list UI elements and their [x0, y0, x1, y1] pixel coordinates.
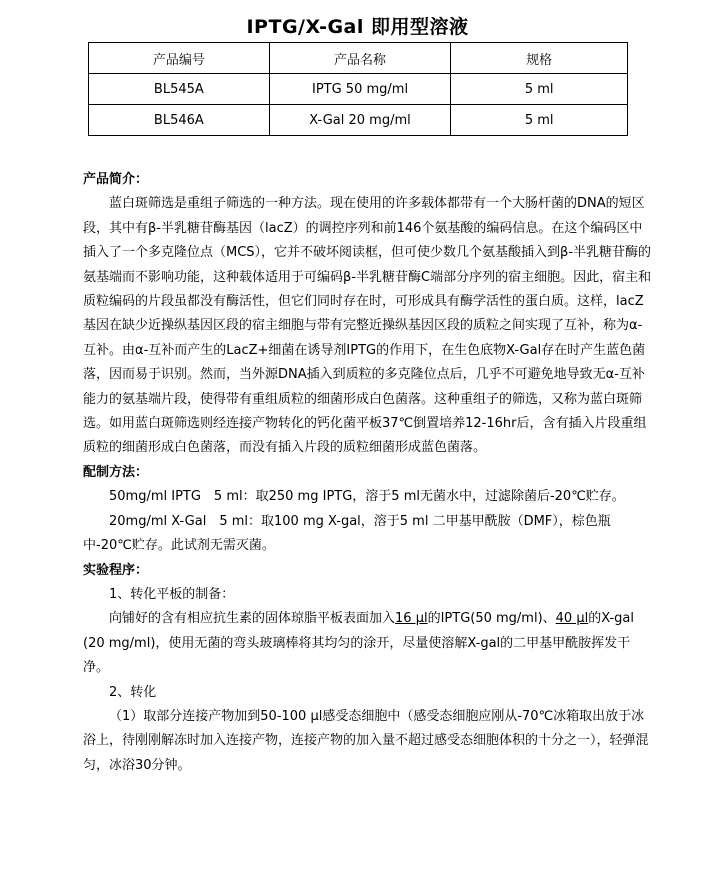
intro-paragraph: 蓝白斑筛选是重组子筛选的一种方法。现在使用的许多载体都带有一个大肠杆菌的DNA的短区段，其中有β-半乳糖苷酶基因（lacZ）的调控序列和前146个氨基酸的编码信息。在这个编码区中插入了一个多克隆位点（MCS），它并不破坏阅读框，但可使少数几个氨基酸插入到β-半乳糖苷酶的氨基端而不影响功能，这种载体适用于可编码β-半乳糖苷酶C端部分序列的宿主细胞。因此，宿主和质粒编码的片段虽都没有酶活性，但它们同时存在时，可形成具有酶学活性的蛋白质。这样，lacZ基因在缺少近操纵基因区段的宿主细胞与带有完整近操纵基因区段的质粒之间实现了互补，称为α-互补。由α-互补而产生的LacZ+细菌在诱导剂IPTG的作用下，在生色底物X-Gal存在时产生蓝色菌落，因而易于识别。然而，当外源DNA插入到质粒的多克隆位点后，几乎不可避免地导致无α-互补能力的氨基端片段，使得带有重组质粒的细菌形成白色菌落。这种重组子的筛选，又称为蓝白斑筛选。如用蓝白斑筛选则经连接产物转化的钙化菌平板37℃倒置培养12-16hr后，含有插入片段重组质粒的细菌形成白色菌落，而没有插入片段的质粒细菌形成蓝色菌落。: [83, 196, 652, 456]
step2-title: 2、转化: [109, 684, 157, 700]
prep-xgal-line: 20mg/ml X-Gal 5 ml：取100 mg X-gal，溶于5 ml 二甲基甲酰胺（DMF），棕色瓶中-20℃贮存。此试剂无需灭菌。: [83, 513, 611, 554]
table-header-row: [89, 43, 628, 74]
step1-text-mid: 的IPTG(50 mg/ml)、: [427, 611, 556, 627]
step1-paragraph: [83, 607, 653, 680]
step2-paragraph: （1）取部分连接产物加到50-100 µl感受态细胞中（感受态细胞应刚从-70℃冰箱取出放于冰浴上，待刚刚解冻时加入连接产物，连接产物的加入量不超过感受态细胞体积的十分之一），轻弹混匀，冰浴30分钟。: [83, 708, 649, 773]
proc-heading: 实验程序：: [83, 562, 149, 578]
cell-spec: 5 ml: [451, 105, 628, 136]
xgal-volume: 40 µl: [555, 611, 589, 627]
step1-text-post: 的X-gal (20 mg/ml)，使用无菌的弯头玻璃棒将其均匀的涂开，尽量使溶解X-gal的二甲基甲酰胺挥发干净。: [83, 611, 634, 676]
cell-product-name: X-Gal 20 mg/ml: [269, 105, 451, 136]
header-product-number: 产品编号: [89, 43, 270, 74]
header-spec: 规格: [451, 43, 628, 74]
cell-spec: 5 ml: [451, 74, 628, 105]
step1-title: 1、转化平板的制备：: [109, 586, 235, 602]
iptg-volume: 16 µl: [395, 611, 428, 627]
cell-product-number: BL546A: [89, 105, 270, 136]
page-title: IPTG/X-Gal 即用型溶液: [246, 16, 469, 38]
intro-heading: 产品简介：: [83, 172, 149, 187]
table-row: [89, 105, 628, 136]
cell-product-name: IPTG 50 mg/ml: [269, 74, 451, 105]
prep-iptg-line: 50mg/ml IPTG 5 ml：取250 mg IPTG，溶于5 ml无菌水中，过滤除菌后-20℃贮存。: [109, 489, 625, 505]
prep-heading: 配制方法：: [83, 464, 149, 480]
cell-product-number: BL545A: [89, 74, 270, 105]
document-body: [83, 168, 653, 778]
step1-text-pre: 向铺好的含有相应抗生素的固体琼脂平板表面加入: [109, 611, 396, 627]
header-product-name: 产品名称: [269, 43, 451, 74]
table-row: [89, 74, 628, 105]
product-table: [88, 42, 628, 136]
